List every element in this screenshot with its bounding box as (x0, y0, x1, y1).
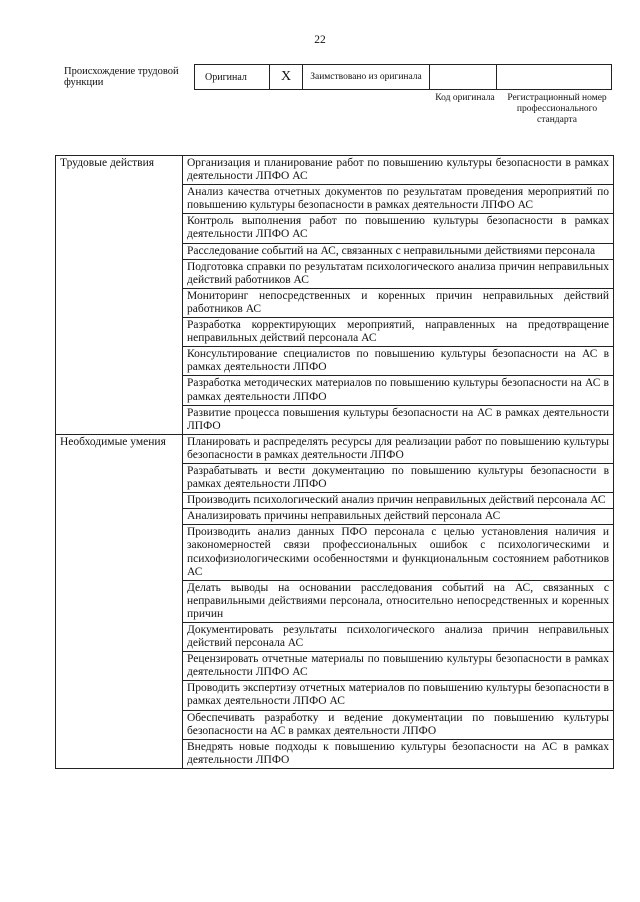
table-cell-item: Анализировать причины неправильных действий персонала АС (183, 509, 614, 525)
table-cell-item: Разработка корректирующих мероприятий, направленных на предотвращение неправильных действий персонала АС (183, 318, 614, 347)
code-caption: Код оригинала (435, 93, 495, 103)
table-cell-item: Внедрять новые подходы к повышению культуры безопасности на АС в рамках деятельности ЛПФО (183, 739, 614, 768)
origin-label: Происхождение трудовой функции (64, 66, 179, 88)
reg-number-caption: Регистрационный номер профессионального стандарта (507, 93, 607, 125)
table-row (56, 434, 614, 463)
table-cell-item: Рецензировать отчетные материалы по повышению культуры безопасности в рамках деятельности ЛПФО АС (183, 652, 614, 681)
origin-reg-number-cell (497, 65, 612, 90)
origin-mark-cell: X (270, 65, 303, 90)
table-cell-item: Разработка методических материалов по повышению культуры безопасности на АС в рамках деятельности ЛПФО (183, 376, 614, 405)
table-cell-item: Производить психологический анализ причин неправильных действий персонала АС (183, 493, 614, 509)
table-cell-item: Планировать и распределять ресурсы для реализации работ по повышению культуры безопасности в рамках деятельности ЛПФО (183, 434, 614, 463)
table-cell-item: Проводить экспертизу отчетных материалов по повышению культуры безопасности в рамках деятельности ЛПФО АС (183, 681, 614, 710)
table-cell-item: Производить анализ данных ПФО персонала с целью установления наличия и закономерностей связи профессиональных ошибок с психологическими и психофизиологическими особенностями и функциональным состоянием работников АС (183, 525, 614, 580)
table-cell-item: Анализ качества отчетных документов по результатам проведения мероприятий по повышению культуры безопасности в рамках деятельности ЛПФО АС (183, 185, 614, 214)
table-cell-item: Консультирование специалистов по повышению культуры безопасности на АС в рамках деятельности ЛПФО (183, 347, 614, 376)
origin-original-cell: Оригинал (195, 65, 270, 90)
function-table (55, 155, 614, 769)
table-cell-item: Документировать результаты психологического анализа причин неправильных действий персонала АС (183, 623, 614, 652)
section-label: Трудовые действия (56, 156, 183, 435)
table-cell-item: Разрабатывать и вести документацию по повышению культуры безопасности в рамках деятельности ЛПФО (183, 463, 614, 492)
section-label: Необходимые умения (56, 434, 183, 768)
table-cell-item: Мониторинг непосредственных и коренных причин неправильных действий работников АС (183, 288, 614, 317)
origin-code-cell (430, 65, 497, 90)
origin-borrowed-cell: Заимствовано из оригинала (303, 65, 430, 90)
table-cell-item: Обеспечивать разработку и ведение документации по повышению культуры безопасности на АС в рамках деятельности ЛПФО (183, 710, 614, 739)
table-cell-item: Делать выводы на основании расследования событий на АС, связанных с неправильными действиями персонала, относительно непосредственных и коренных причин (183, 580, 614, 622)
origin-row (195, 65, 612, 90)
table-cell-item: Развитие процесса повышения культуры безопасности на АС в рамках деятельности ЛПФО (183, 405, 614, 434)
table-row (56, 156, 614, 185)
table-cell-item: Контроль выполнения работ по повышению культуры безопасности в рамках деятельности ЛПФО АС (183, 214, 614, 243)
table-cell-item: Организация и планирование работ по повышению культуры безопасности в рамках деятельности ЛПФО АС (183, 156, 614, 185)
table-cell-item: Подготовка справки по результатам психологического анализа причин неправильных действий работников АС (183, 259, 614, 288)
table-cell-item: Расследование событий на АС, связанных с неправильными действиями персонала (183, 243, 614, 259)
origin-table (194, 64, 612, 90)
page-number: 22 (314, 34, 326, 46)
